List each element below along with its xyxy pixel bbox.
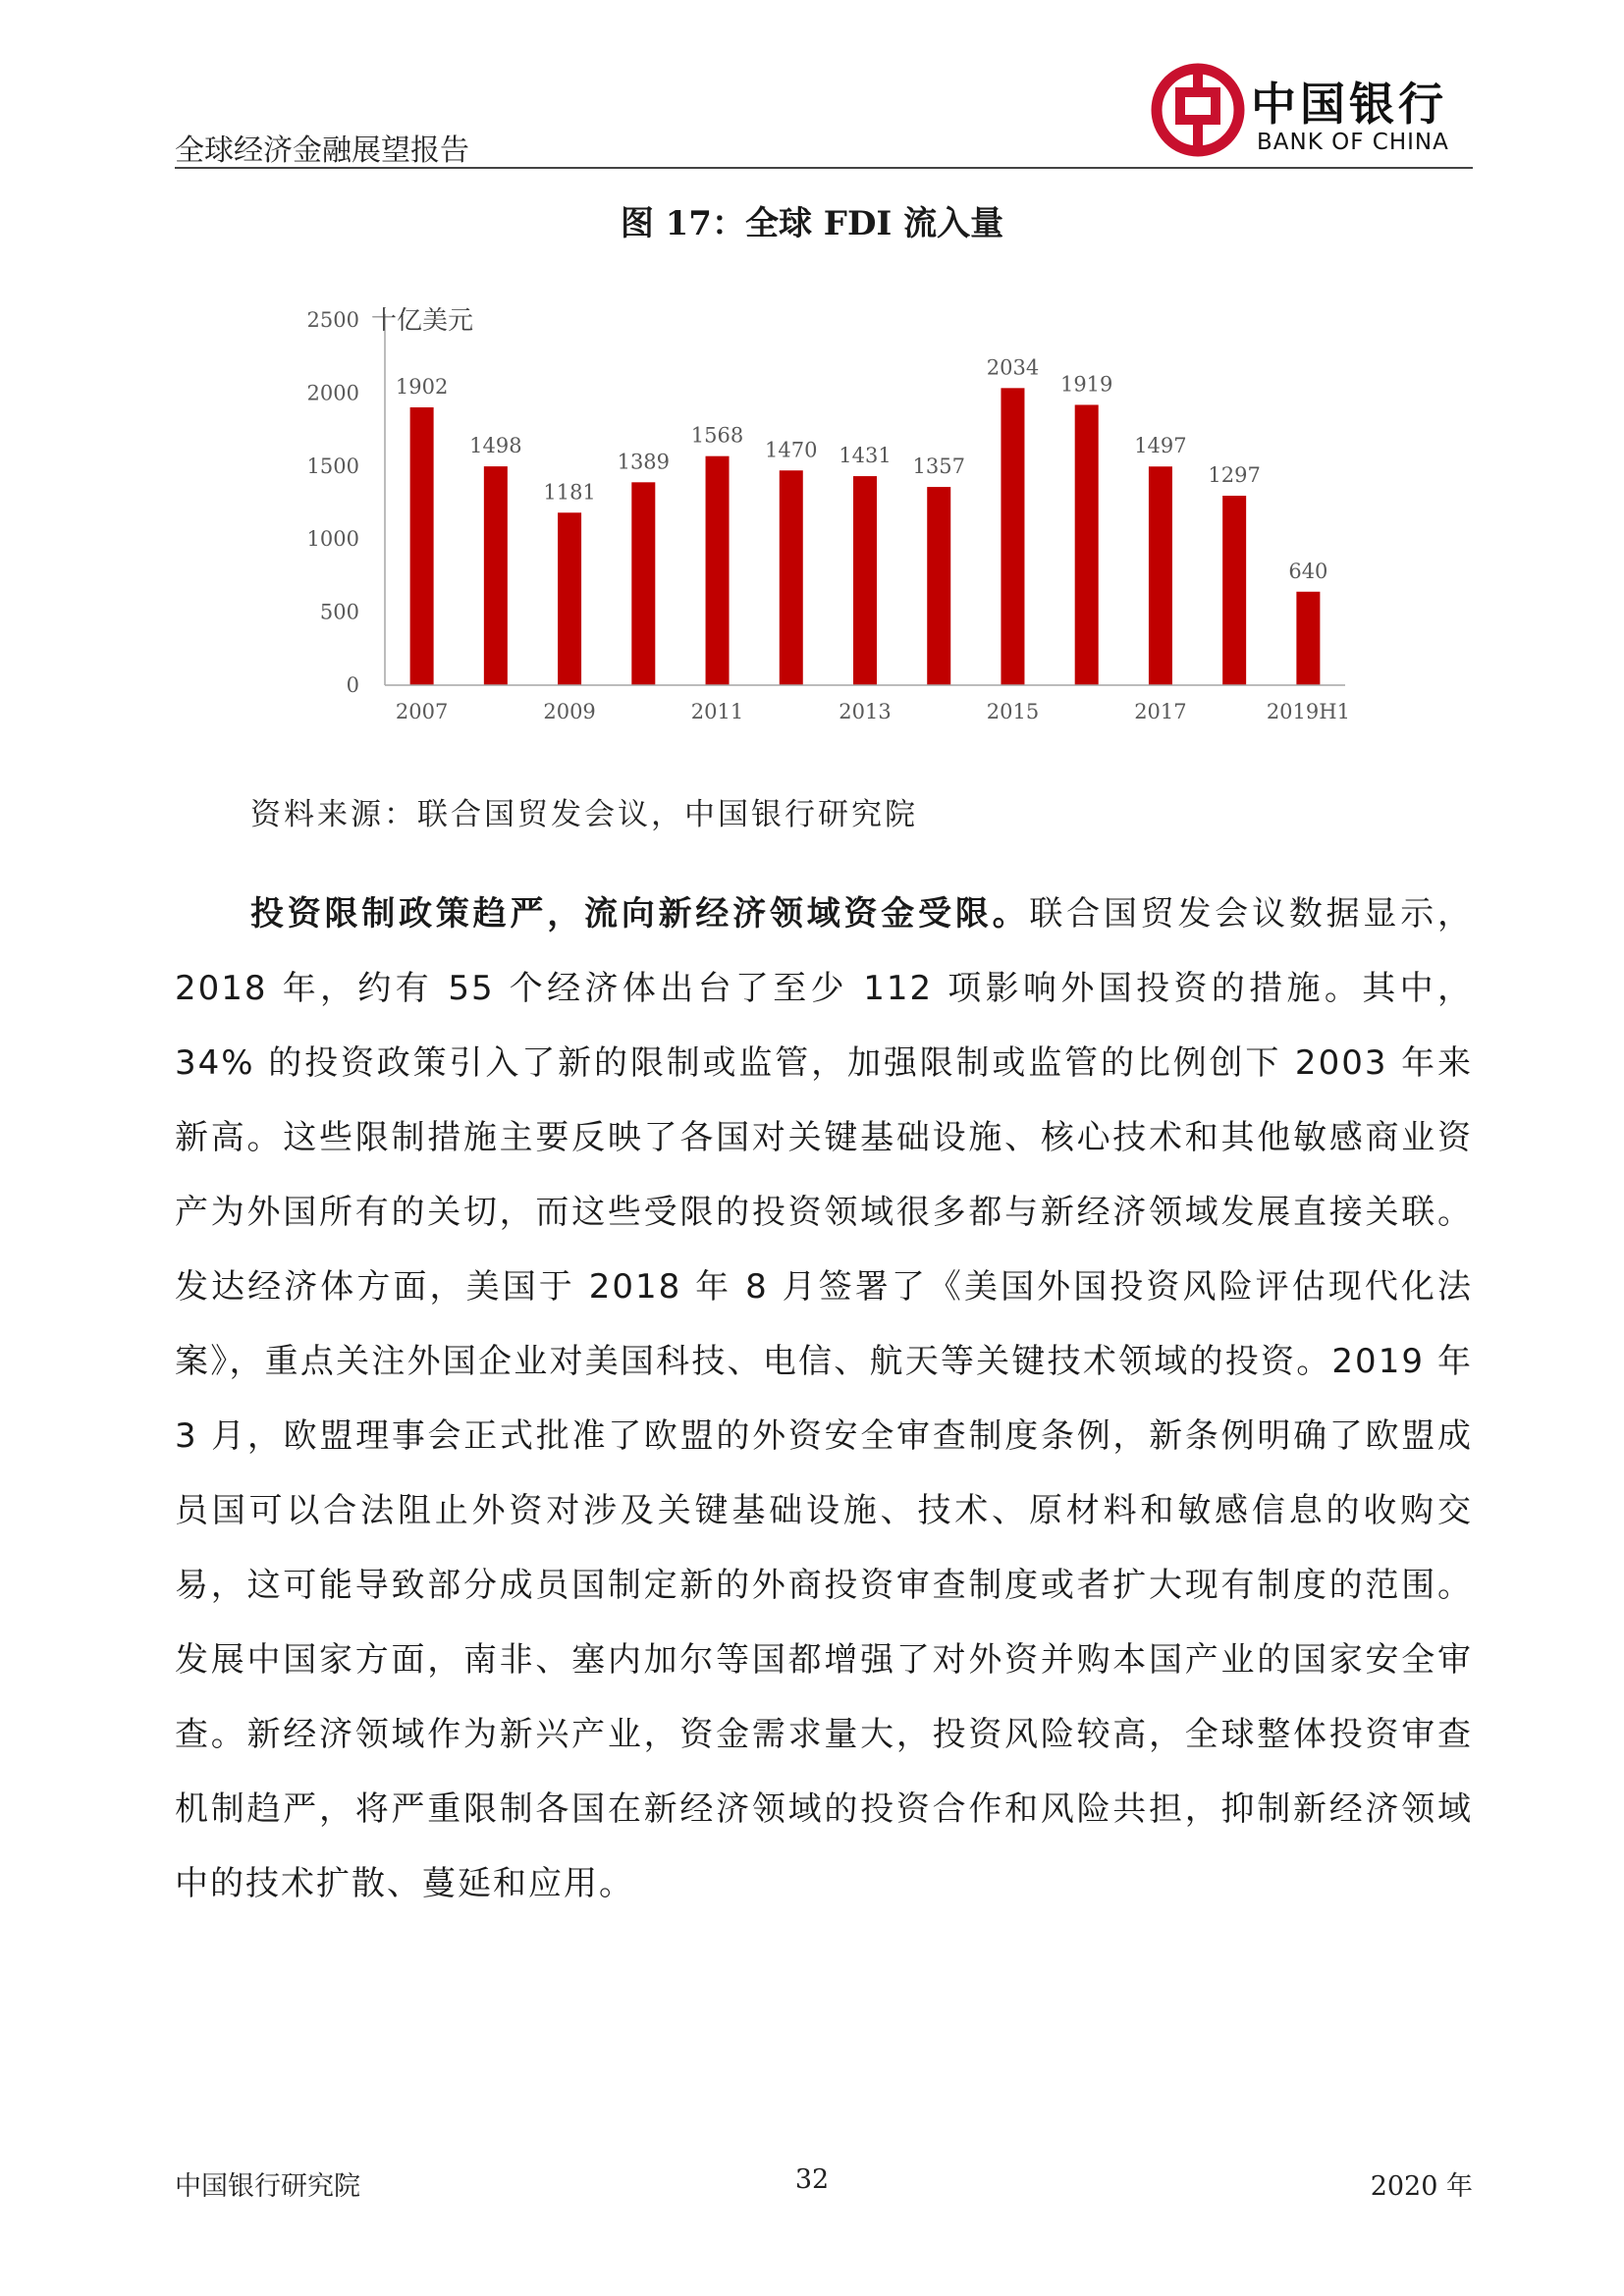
report-title: 全球经济金融展望报告 (175, 133, 469, 168)
x-tick-label: 2019H1 (1266, 700, 1350, 723)
x-tick-label: 2007 (395, 700, 449, 723)
bar-2015 (1001, 388, 1024, 685)
x-axis (385, 685, 1350, 723)
y-tick-label: 1500 (306, 454, 359, 478)
y-tick-label: 2500 (306, 308, 359, 332)
data-label-2013: 1431 (839, 444, 892, 468)
footer-institution: 中国银行研究院 (175, 2171, 360, 2202)
bar-2008 (484, 466, 508, 685)
y-tick-label: 2000 (306, 381, 359, 405)
paragraph-lead: 投资限制政策趋严，流向新经济领域资金受限。 (250, 894, 1030, 934)
x-tick-label: 2017 (1134, 700, 1187, 723)
data-label-2014: 1357 (912, 454, 965, 479)
bar-2019H1 (1296, 592, 1320, 685)
x-tick-label: 2013 (839, 700, 892, 723)
bar-2018 (1222, 496, 1246, 685)
data-label-2008: 1498 (469, 434, 522, 458)
data-label-2016: 1919 (1059, 372, 1113, 397)
y-tick-label: 1000 (306, 527, 359, 552)
data-label-2018: 1297 (1208, 463, 1261, 488)
y-tick-label: 500 (319, 600, 359, 624)
data-label-2019H1: 640 (1288, 559, 1328, 583)
x-tick-label: 2011 (690, 700, 744, 723)
footer-year: 2020 年 (1370, 2171, 1473, 2202)
y-axis (307, 306, 473, 697)
data-label-2017: 1497 (1134, 434, 1187, 458)
page-number: 32 (794, 2164, 830, 2195)
header-rule (175, 167, 1473, 169)
bar-2007 (410, 407, 434, 685)
data-label-2012: 1470 (765, 438, 818, 462)
body-paragraph (175, 877, 1473, 1921)
bar-2016 (1075, 404, 1099, 685)
x-tick-label: 2009 (543, 700, 596, 723)
data-label-2010: 1389 (617, 450, 671, 474)
data-label-2011: 1568 (690, 423, 744, 448)
figure-title: 图 17：全球 FDI 流入量 (620, 204, 1004, 243)
bar-2012 (780, 470, 803, 685)
paragraph-text: 联合国贸发会议数据显示，2018 年，约有 55 个经济体出台了至少 112 项影响外国投资的措施。其中，34% 的投资政策引入了新的限制或监管，加强限制或监管的比例创下 2003 年来新高。这些限制措施主要反映了各国对关键基础设施、核心技术和其他敏感商业资产为外国所有的关切，而这些受限的投资领域很多都与新经济领域发展直接关联。发达经济体方面，美国于 2018 年 8 月签署了《美国外国投资风险评估现代化法案》，重点关注外国企业对美国科技、电信、航天等关键技术领域的投资。2019 年 3 月，欧盟理事会正式批准了欧盟的外资安全审查制度条例，新条例明确了欧盟成员国可以合法阻止外资对涉及关键基础设施、技术、原材料和敏感信息的收购交易，这可能导致部分成员国制定新的外商投资审查制度或者扩大现有制度的范围。发展中国家方面，南非、塞内加尔等国都增强了对外资并购本国产业的国家安全审查。新经济领域作为新兴产业，资金需求量大，投资风险较高，全球整体投资审查机制趋严，将严重限制各国在新经济领域的投资合作和风险共担，抑制新经济领域中的技术扩散、蔓延和应用。 (175, 894, 1473, 1903)
y-tick-label: 0 (346, 673, 359, 697)
source-note: 资料来源：联合国贸发会议，中国银行研究院 (250, 797, 918, 832)
bar-2017 (1149, 466, 1172, 685)
bank-of-china-logo (1149, 61, 1473, 164)
data-label-2009: 1181 (543, 480, 596, 505)
x-tick-label: 2015 (986, 700, 1040, 723)
y-unit-label: 十亿美元 (371, 306, 474, 336)
data-label-2015: 2034 (986, 355, 1040, 380)
logo-text-en: BANK OF CHINA (1257, 130, 1449, 155)
bar-2013 (853, 476, 877, 685)
bars (396, 355, 1328, 685)
bar-2009 (558, 512, 581, 685)
fdi-bar-chart (295, 294, 1355, 746)
logo-text-cn: 中国银行 (1251, 78, 1447, 131)
bar-2010 (631, 482, 655, 685)
data-label-2007: 1902 (395, 374, 449, 399)
bar-2014 (927, 487, 950, 685)
bar-2011 (706, 456, 730, 685)
bank-logo-icon (1149, 61, 1247, 159)
